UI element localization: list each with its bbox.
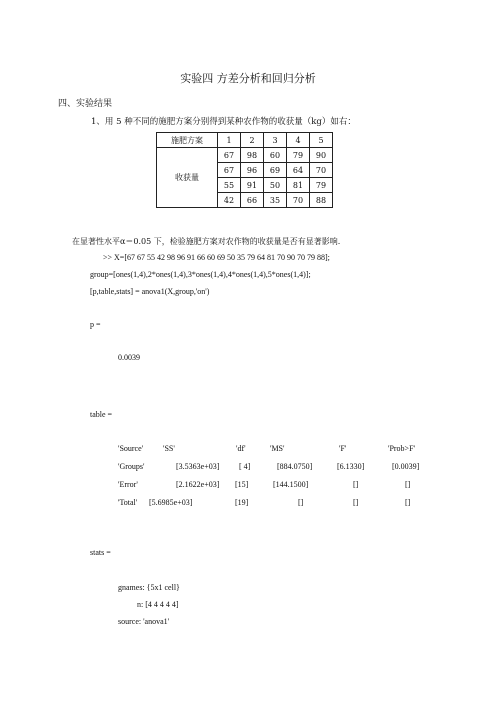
anova-cell: [] <box>298 498 304 507</box>
anova-cell: [19] <box>235 498 249 507</box>
anova-cell: 'F' <box>339 444 347 453</box>
table-header-cell: 1 <box>218 133 241 148</box>
table-header-cell: 3 <box>264 133 287 148</box>
table-cell: 70 <box>287 193 310 208</box>
table-header-row <box>157 133 333 148</box>
p-label: p = <box>90 320 101 329</box>
table-row <box>157 148 333 163</box>
anova-cell: [144.1500] <box>273 480 309 489</box>
table-cell: 55 <box>218 178 241 193</box>
anova-cell: [] <box>353 480 359 489</box>
page-title: 实验四 方差分析和回归分析 <box>180 72 316 85</box>
table-label: table = <box>90 410 113 419</box>
table-cell: 64 <box>287 163 310 178</box>
anova-cell: 'df' <box>236 444 246 453</box>
stats-n: n: [4 4 4 4 4] <box>137 600 179 609</box>
anova-cell: 'MS' <box>270 444 285 453</box>
table-cell: 67 <box>218 148 241 163</box>
table-cell: 67 <box>218 163 241 178</box>
code-line-x: >> X=[67 67 55 42 98 96 91 66 60 69 50 35 79 64 81 70 90 70 79 88]; <box>103 253 330 262</box>
p-value: 0.0039 <box>118 353 140 362</box>
table-cell: 79 <box>310 178 333 193</box>
table-cell: 42 <box>218 193 241 208</box>
anova-cell: 'Prob>F' <box>388 444 415 453</box>
table-cell: 60 <box>264 148 287 163</box>
table-cell: 50 <box>264 178 287 193</box>
table-header-cell: 5 <box>310 133 333 148</box>
question-text: 在显著性水平α＝0.05 下，检验施肥方案对农作物的收获量是否有显著影响. <box>72 237 341 246</box>
anova-cell: [] <box>405 498 411 507</box>
table-cell: 88 <box>310 193 333 208</box>
anova-cell: [6.1330] <box>337 462 365 471</box>
anova-cell: [2.1622e+03] <box>176 480 220 489</box>
anova-cell: [0.0039] <box>392 462 420 471</box>
stats-label: stats = <box>90 548 111 557</box>
anova-cell: [15] <box>235 480 249 489</box>
anova-cell: [] <box>353 498 359 507</box>
anova-cell: [ 4] <box>239 462 251 471</box>
code-line-group: group=[ones(1,4),2*ones(1,4),3*ones(1,4),4*ones(1,4),5*ones(1,4)]; <box>90 270 311 279</box>
table-cell: 90 <box>310 148 333 163</box>
anova-cell: [884.0750] <box>277 462 313 471</box>
table-cell: 35 <box>264 193 287 208</box>
table-cell: 98 <box>241 148 264 163</box>
table-cell: 66 <box>241 193 264 208</box>
table-cell: 69 <box>264 163 287 178</box>
stats-gnames: gnames: {5x1 cell} <box>118 583 180 592</box>
section-heading: 四、实验结果 <box>58 99 113 109</box>
stats-source: source: 'anova1' <box>118 617 170 626</box>
table-header-label: 施肥方案 <box>157 133 218 148</box>
anova-cell: [] <box>405 480 411 489</box>
code-line-anova: [p,table,stats] = anova1(X,group,'on') <box>90 287 210 296</box>
table-cell: 91 <box>241 178 264 193</box>
table-cell: 79 <box>287 148 310 163</box>
problem-statement: 1、用 5 种不同的施肥方案分别得到某种农作物的收获量（kg）如右： <box>91 117 356 127</box>
table-header-cell: 2 <box>241 133 264 148</box>
anova-cell: [3.5363e+03] <box>176 462 220 471</box>
anova-cell: 'Groups' <box>118 462 145 471</box>
anova-cell: 'Source' <box>118 444 144 453</box>
table-row-label: 收获量 <box>157 148 218 208</box>
anova-cell: [5.6985e+03] <box>149 498 193 507</box>
yield-table <box>156 132 333 208</box>
table-cell: 96 <box>241 163 264 178</box>
table-header-cell: 4 <box>287 133 310 148</box>
anova-cell: 'SS' <box>163 444 175 453</box>
table-cell: 81 <box>287 178 310 193</box>
anova-cell: 'Error' <box>118 480 138 489</box>
anova-cell: 'Total' <box>118 498 138 507</box>
table-cell: 70 <box>310 163 333 178</box>
